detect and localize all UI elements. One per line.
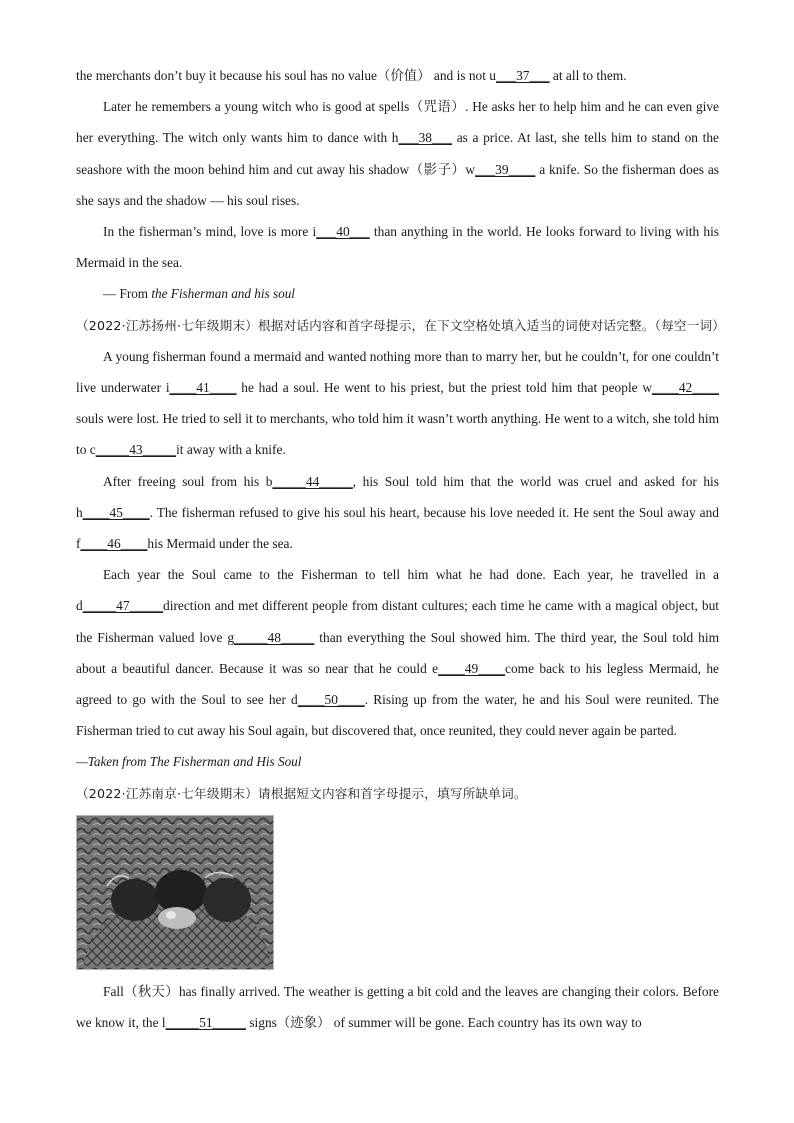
blank-40[interactable]: ___40___ [316,224,370,240]
blank-43[interactable]: _____43_____ [95,442,177,458]
blank-49[interactable]: ____49____ [438,660,506,676]
blank-41[interactable]: ____41____ [169,380,237,396]
paragraph: the merchants don’t buy it because his soul has no value（价值） and is not u___37___ at all to them. [76,68,627,83]
document-page [76,60,726,1038]
paragraph: Fall（秋天）has finally arrived. The weather is getting a bit cold and the leaves are changing their colors. Before we know it, the l_____51_____ signs（迹象） of summer will be gone. Each country has its own way to [76,983,719,1031]
blank-38[interactable]: ___38___ [398,130,453,146]
paragraph: Later he remembers a young witch who is good at spells（咒语）. He asks her to help him and he can even give her everything. The witch only wants him to dance with h___38___ as a price. At last, she tells him to stand on the seashore with the moon behind him and cut away his shadow（影子）w___39____ a knife. So the fisherman does as she says and the shadow — his soul rises. [76,99,720,208]
source-line: —Taken from The Fisherman and His Soul [76,754,302,770]
question-instruction: （2022·江苏扬州·七年级期末）根据对话内容和首字母提示，在下文空格处填入适当的词使对话完整。（每空一词） [76,317,726,333]
illustration-photo [76,815,274,970]
question-instruction: （2022·江苏南京·七年级期末）请根据短文内容和首字母提示，填写所缺单词。 [76,785,527,801]
paragraph: A young fisherman found a mermaid and wanted nothing more than to marry her, but he couldn’t, for one couldn’t live underwater i____41____ he had a soul. He went to his priest, but the priest told him that people w____42____ souls were lost. He tried to sell it to merchants, who told him it wasn’t worth anything. He went to a witch, she told him to c_____43_____it away with a knife. [76,348,719,458]
blank-47[interactable]: _____47_____ [82,598,164,614]
source-line: — From the Fisherman and his soul [103,286,295,302]
blank-50[interactable]: ____50____ [297,692,365,708]
blank-45[interactable]: ____45____ [82,504,150,520]
paragraph: In the fisherman’s mind, love is more i___40___ than anything in the world. He looks forward to living with his Mermaid in the sea. [76,224,720,271]
blank-48[interactable]: _____48_____ [234,629,315,645]
blank-44[interactable]: _____44_____ [272,473,353,489]
blank-39[interactable]: ___39____ [475,161,536,177]
blank-51[interactable]: _____51_____ [165,1015,246,1031]
blank-37[interactable]: ___37___ [496,68,550,83]
blank-46[interactable]: ____46____ [80,536,148,552]
paragraph: Each year the Soul came to the Fisherman to tell him what he had done. Each year, he travelled in a d_____47_____direction and met different people from distant cultures; each time he came with a magical object, but the Fisherman valued love g_____48_____ than everything the Soul showed him. The third year, the Soul told him about a beautiful dancer. Because it was so near that he could e____49____come back to his legless Mermaid, he agreed to go with the Soul to see her d____50____. Rising up from the water, he and his Soul were reunited. The Fisherman tried to cut away his Soul again, but discovered that, once reunited, they could never again be parted. [76,567,719,739]
blank-42[interactable]: ____42____ [652,380,719,396]
photo-image [77,816,273,969]
paragraph: After freeing soul from his b_____44_____, his Soul told him that the world was cruel and asked for his h____45____. The fisherman refused to give his soul his heart, because his love needed it. He sent the Soul away and f____46____his Mermaid under the sea. [76,473,719,552]
